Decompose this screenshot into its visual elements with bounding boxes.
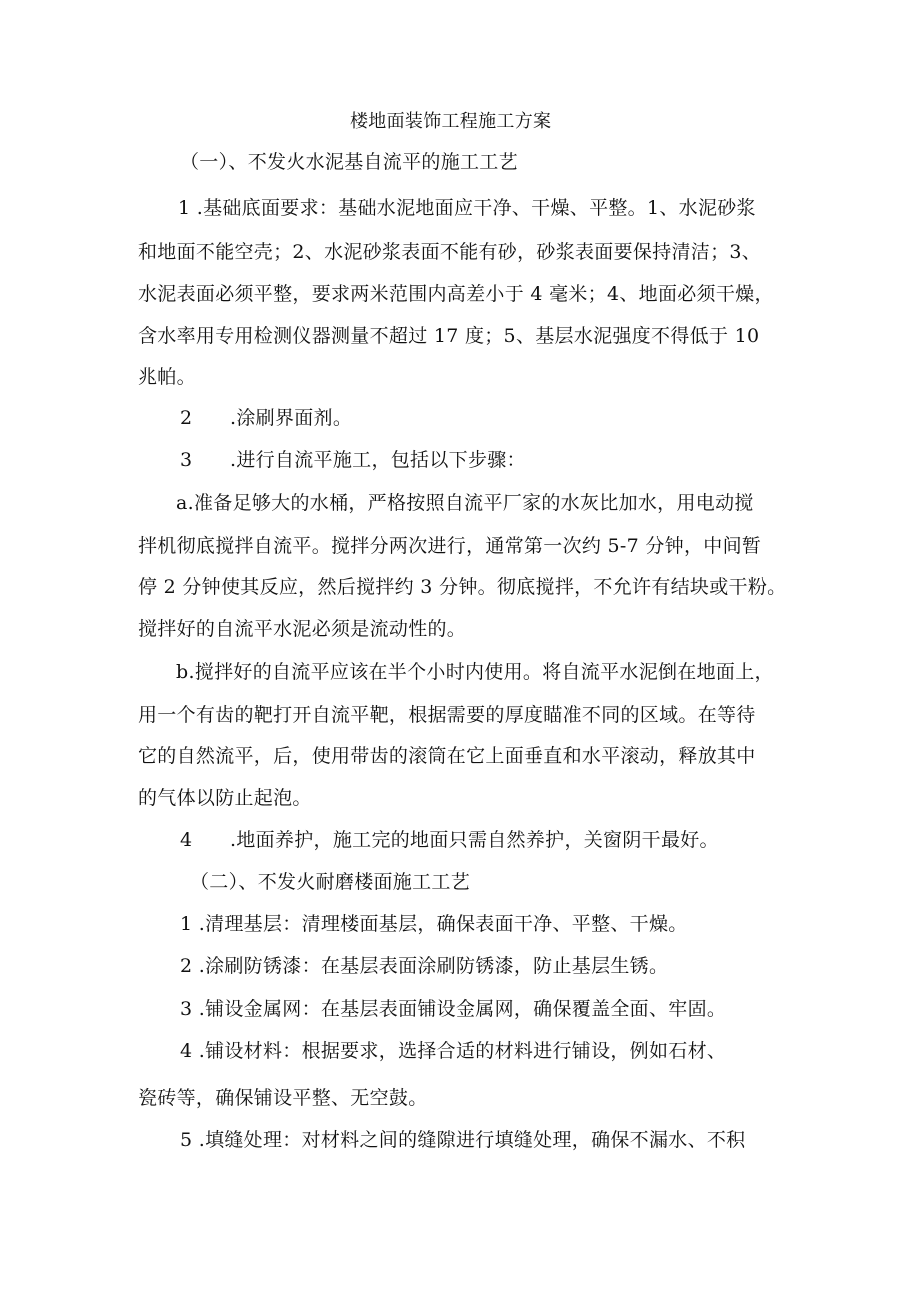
section-2-item-2: 2 .涂刷防锈漆：在基层表面涂刷防锈漆，防止基层生锈。 [180,955,669,977]
document-title: 楼地面装饰工程施工方案 [350,111,552,132]
step-a-line-3: 停 2 分钟使其反应，然后搅拌约 3 分钟。彻底搅拌，不允许有结块或干粉。 [138,576,787,598]
step-a-line-4: 搅拌好的自流平水泥必须是流动性的。 [138,618,467,640]
section-heading-1: （一）、不发火水泥基自流平的施工工艺 [180,151,518,173]
paragraph-3-text: .进行自流平施工，包括以下步骤： [230,449,526,471]
step-b-line-4: 的气体以防止起泡。 [138,787,312,809]
section-heading-2: （二）、不发火耐磨楼面施工工艺 [190,871,471,893]
paragraph-1-line-5: 兆帕。 [138,366,196,388]
paragraph-2-number: 2 [180,407,193,429]
section-2-item-1: 1 .清理基层：清理楼面基层，确保表面干净、平整、干燥。 [180,913,688,935]
paragraph-2-text: .涂刷界面剂。 [230,407,353,429]
step-b-line-3: 它的自然流平，后，使用带齿的滚筒在它上面垂直和水平滚动，释放其中 [138,745,756,767]
paragraph-4 [180,828,719,852]
paragraph-3-number: 3 [180,449,193,471]
paragraph-1-line-4: 含水率用专用检测仪器测量不超过 17 度；5、基层水泥强度不得低于 10 [138,325,760,347]
paragraph-1-line-1: 1 .基础底面要求：基础水泥地面应干净、干燥、平整。1、水泥砂浆 [178,197,756,219]
step-a-line-2: 拌机彻底搅拌自流平。搅拌分两次进行，通常第一次约 5-7 分钟，中间暂 [138,535,762,557]
section-2-item-4-line-2: 瓷砖等，确保铺设平整、无空鼓。 [138,1087,428,1109]
section-2-item-4-line-1: 4 .铺设材料：根据要求，选择合适的材料进行铺设，例如石材、 [180,1040,727,1062]
paragraph-1-line-2: 和地面不能空壳；2、水泥砂浆表面不能有砂，砂浆表面要保持清洁；3、 [138,241,762,263]
step-a-line-1: a.准备足够大的水桶，严格按照自流平厂家的水灰比加水，用电动搅 [176,492,754,514]
step-b-line-2: 用一个有齿的靶打开自流平靶，根据需要的厚度瞄准不同的区域。在等待 [138,704,756,726]
paragraph-4-number: 4 [180,829,193,851]
section-2-item-5-line-1: 5 .填缝处理：对材料之间的缝隙进行填缝处理，确保不漏水、不积 [180,1129,746,1151]
paragraph-1-line-3: 水泥表面必须平整，要求两米范围内高差小于 4 毫米；4、地面必须干燥， [138,283,774,305]
paragraph-3 [180,448,526,472]
paragraph-4-text: .地面养护，施工完的地面只需自然养护，关窗阴干最好。 [230,829,719,851]
step-b-line-1: b.搅拌好的自流平应该在半个小时内使用。将自流平水泥倒在地面上， [176,661,774,683]
section-2-item-3: 3 .铺设金属网：在基层表面铺设金属网，确保覆盖全面、牢固。 [180,998,727,1020]
paragraph-2 [180,406,352,430]
